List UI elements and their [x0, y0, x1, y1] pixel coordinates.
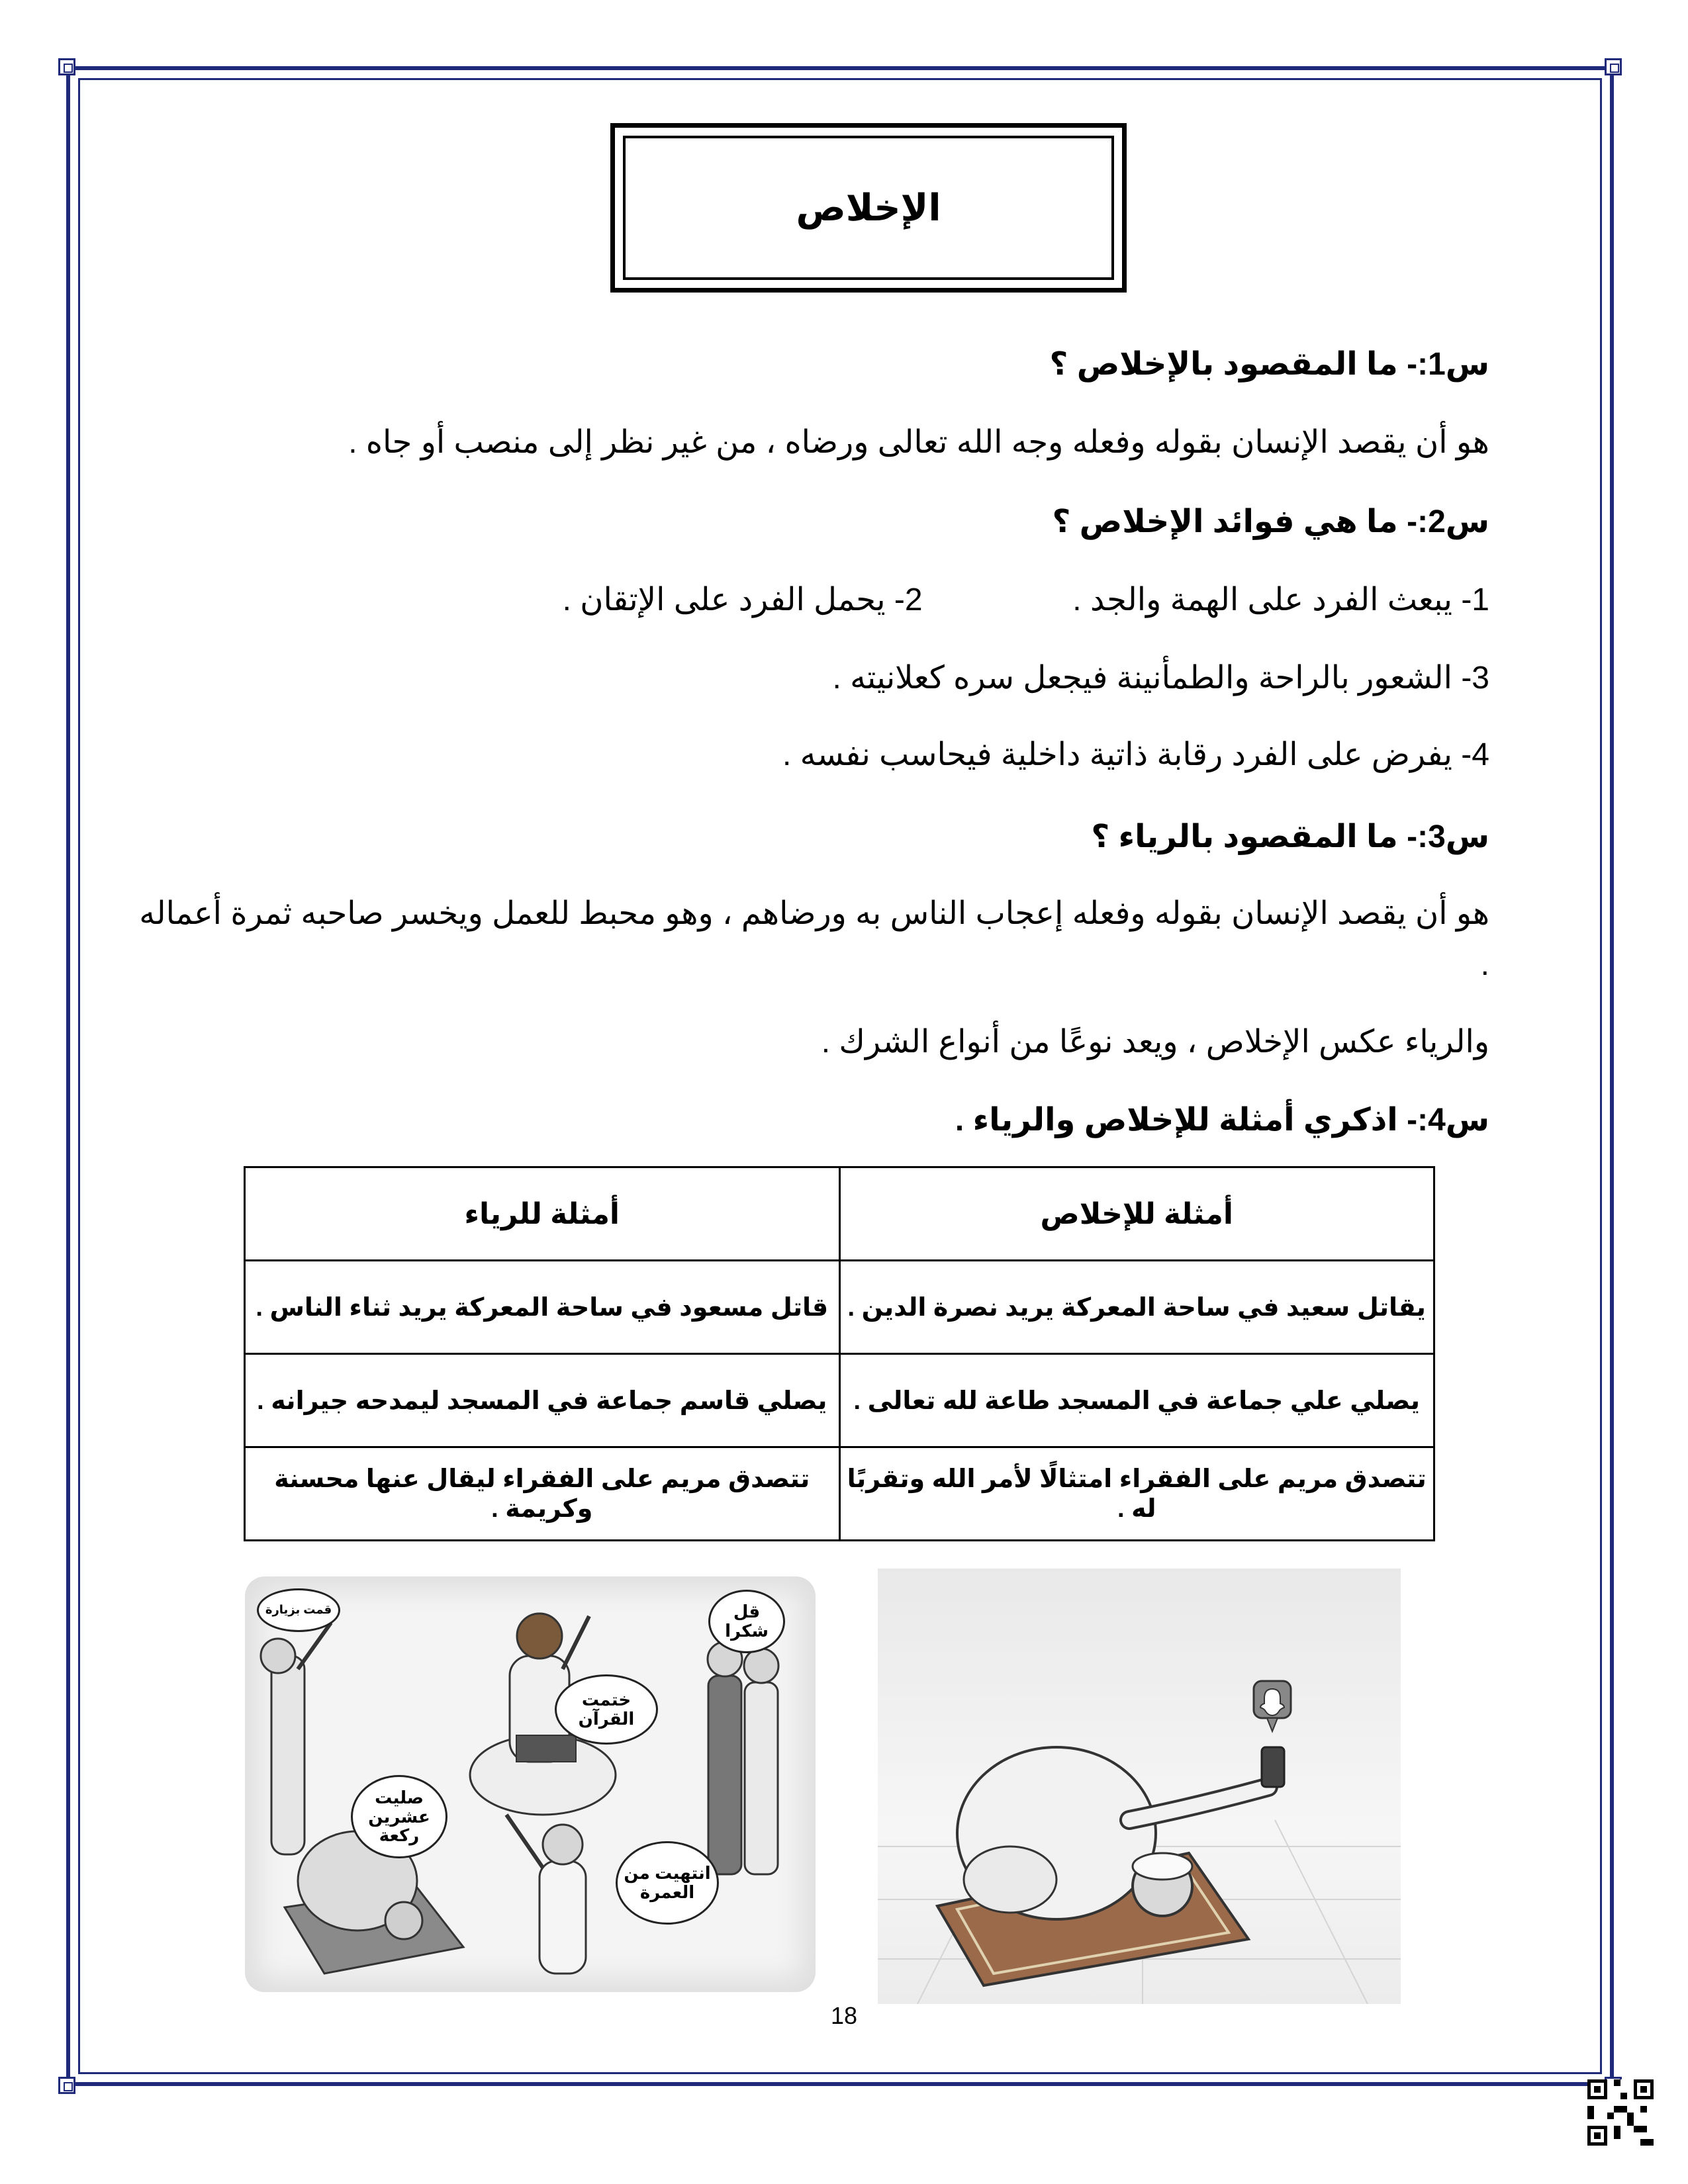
corner-ornament: [58, 58, 75, 75]
corner-ornament: [1605, 58, 1622, 75]
page-title: الإخلاص: [796, 187, 941, 228]
answer-3-line: هو أن يقصد الإنسان بقوله وفعله إعجاب الناس به ورضاهم ، وهو محبط للعمل ويخسر صاحبه ثمرة أعماله: [139, 896, 1489, 931]
table-cell: يقاتل سعيد في ساحة المعركة يريد نصرة الدين .: [839, 1261, 1434, 1354]
table-cell: تتصدق مريم على الفقراء ليقال عنها محسنة وكريمة .: [245, 1447, 840, 1541]
speech-bubble: صليت عشرين ركعة: [351, 1775, 447, 1858]
selfie-prayer-illustration: [878, 1569, 1401, 2004]
table-row: [245, 1261, 1434, 1354]
table-header-row: [245, 1167, 1434, 1261]
table-row: [245, 1447, 1434, 1541]
question-3: س3:- ما المقصود بالرياء ؟: [1091, 819, 1489, 854]
question-2: س2:- ما هي فوائد الإخلاص ؟: [1052, 504, 1489, 539]
answer-1: هو أن يقصد الإنسان بقوله وفعله وجه الله تعالى ورضاه ، من غير نظر إلى منصب أو جاه .: [348, 425, 1489, 460]
speech-bubble: ختمت القرآن: [555, 1674, 658, 1745]
page-number: 18: [830, 2002, 858, 2029]
table-cell: قاتل مسعود في ساحة المعركة يريد ثناء الناس .: [245, 1261, 840, 1354]
qr-code-icon: [1587, 2079, 1654, 2146]
speech-bubble: قمت بزيارة: [257, 1588, 340, 1632]
table-cell: يصلي قاسم جماعة في المسجد ليمدحه جيرانه .: [245, 1354, 840, 1447]
benefit-item: 2- يحمل الفرد على الإتقان .: [562, 582, 923, 617]
table-header: أمثلة للرياء: [245, 1167, 840, 1261]
table-cell: يصلي علي جماعة في المسجد طاعة لله تعالى .: [839, 1354, 1434, 1447]
examples-table: [244, 1166, 1435, 1541]
question-4: س4:- اذكري أمثلة للإخلاص والرياء .: [955, 1103, 1489, 1138]
benefits-row-1: [165, 581, 1489, 618]
benefit-item: 4- يفرض على الفرد رقابة ذاتية داخلية فيحاسب نفسه .: [782, 737, 1489, 772]
answer-3-line: والرياء عكس الإخلاص ، ويعد نوعًا من أنواع الشرك .: [821, 1024, 1489, 1060]
table-header: أمثلة للإخلاص: [839, 1167, 1434, 1261]
title-box: [610, 123, 1127, 293]
speech-bubble: انتهيت من العمرة: [616, 1841, 719, 1925]
benefit-item: 1- يبعث الفرد على الهمة والجد .: [1072, 582, 1489, 617]
prayer-figure: [878, 1569, 1401, 2004]
speech-bubble: قل شكرا: [708, 1590, 785, 1653]
corner-ornament: [58, 2077, 75, 2094]
riya-cartoon-illustration: [245, 1576, 816, 1992]
benefit-item: 3- الشعور بالراحة والطمأنينة فيجعل سره كعلانيته .: [832, 660, 1489, 696]
table-row: [245, 1354, 1434, 1447]
answer-3-line: .: [1480, 947, 1489, 982]
table-cell: تتصدق مريم على الفقراء امتثالًا لأمر الله وتقربًا له .: [839, 1447, 1434, 1541]
question-1: س1:- ما المقصود بالإخلاص ؟: [1049, 347, 1489, 382]
